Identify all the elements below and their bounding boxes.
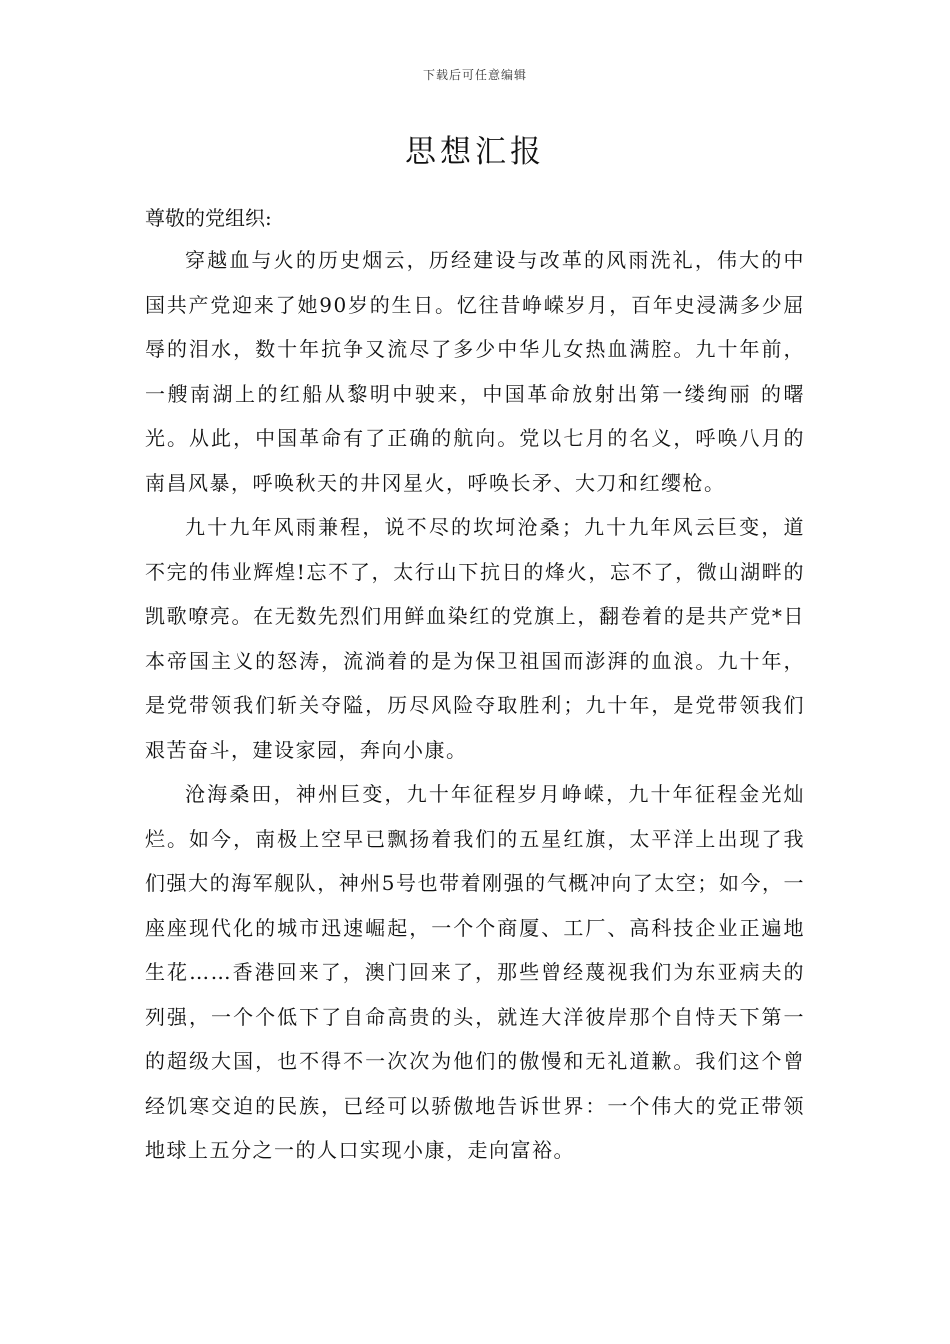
header-note: 下载后可任意编辑 bbox=[422, 68, 527, 82]
paragraph-3: 沧海桑田，神州巨变，九十年征程岁月峥嵘，九十年征程金光灿烂。如今，南极上空早已飘扬着我们的五星红旗，太平洋上出现了我们强大的海军舰队，神州5号也带着刚强的气概冲向了太空；如今，一座座现代化的城市迅速崛起，一个个商厦、工厂、高科技企业正遍地生花……香港回来了，澳门回来了，那些曾经蔑视我们为东亚病夫的列强，一个个低下了自命高贵的头，就连大洋彼岸那个自恃天下第一的超级大国，也不得不一次次为他们的傲慢和无礼道歉。我们这个曾经饥寒交迫的民族，已经可以骄傲地告诉世界：一个伟大的党正带领地球上五分之一的人口实现小康，走向富裕。 bbox=[145, 782, 805, 1162]
document-title: 思想汇报 bbox=[405, 134, 545, 170]
salutation: 尊敬的党组织: bbox=[145, 206, 272, 230]
paragraph-1: 穿越血与火的历史烟云，历经建设与改革的风雨洗礼，伟大的中国共产党迎来了她90岁的生日。忆往昔峥嵘岁月，百年史浸满多少屈辱的泪水，数十年抗争又流尽了多少中华儿女热血满腔。九十年前，一艘南湖上的红船从黎明中驶来，中国革命放射出第一缕绚丽 的曙光。从此，中国革命有了正确的航向。党以七月的名义，呼唤八月的南昌风暴，呼唤秋天的井冈星火，呼唤长矛、大刀和红缨枪。 bbox=[145, 248, 805, 495]
document-body bbox=[145, 238, 805, 1173]
paragraph-2: 九十九年风雨兼程，说不尽的坎坷沧桑；九十九年风云巨变，道不完的伟业辉煌!忘不了，太行山下抗日的烽火，忘不了，微山湖畔的凯歌嘹亮。在无数先烈们用鲜血染红的党旗上，翻卷着的是共产党*日本帝国主义的怒涛，流淌着的是为保卫祖国而澎湃的血浪。九十年，是党带领我们斩关夺隘，历尽风险夺取胜利；九十年，是党带领我们艰苦奋斗，建设家园，奔向小康。 bbox=[145, 515, 805, 762]
